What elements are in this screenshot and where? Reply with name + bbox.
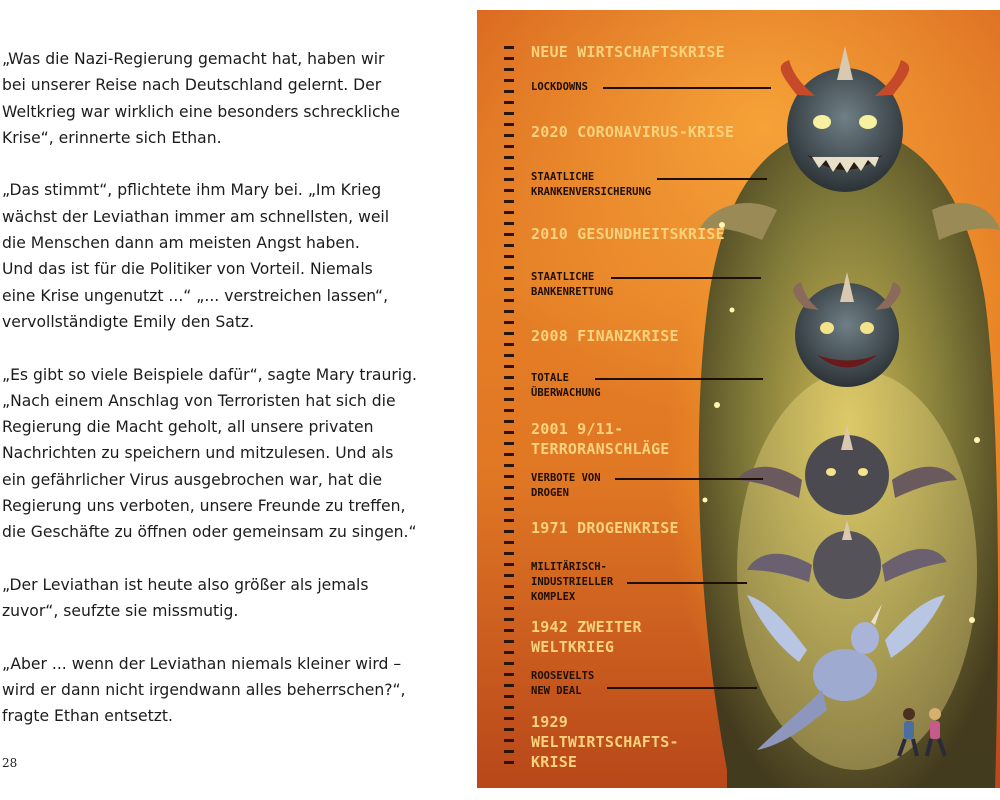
pointer-line (615, 478, 763, 480)
crisis-label: 2020 CORONAVIRUS-KRISE (531, 123, 735, 141)
paragraph: „Das stimmt“, pflichtete ihm Mary bei. „Im Krieg wächst der Leviathan immer am schnellsten, weil die Menschen dann am meisten Angst haben. Und das ist für die Politiker von Vorteil. Niemals eine Krise ungenutzt ...“ „... verstreichen lassen“, vervollständigte Emily den Satz. (2, 181, 390, 331)
leviathan-illustration (477, 10, 1000, 788)
pointer-line (657, 178, 767, 180)
measure-label: ROOSEVELTS NEW DEAL (531, 670, 595, 697)
paragraph: „Der Leviathan ist heute also größer als jemals zuvor“, seufzte sie missmutig. (2, 575, 369, 621)
pointer-line (607, 687, 757, 689)
crisis-label: 2010 GESUNDHEITSKRISE (531, 225, 725, 243)
measure-label: STAATLICHE KRANKENVERSICHERUNG (531, 171, 652, 198)
crisis-label: NEUE WIRTSCHAFTSKRISE (531, 43, 725, 61)
pointer-line (603, 87, 771, 89)
pointer-line (611, 277, 761, 279)
page-number: 28 (2, 756, 18, 770)
crisis-label: 2001 9/11- TERRORANSCHLÄGE (531, 420, 670, 458)
crisis-label: 2008 FINANZKRISE (531, 327, 679, 345)
pointer-line (627, 582, 747, 584)
measure-label: VERBOTE VON DROGEN (531, 472, 601, 499)
timeline-ruler (504, 46, 514, 768)
measure-label: LOCKDOWNS (531, 81, 588, 93)
crisis-label: 1971 DROGENKRISE (531, 519, 679, 537)
measure-label: MILITÄRISCH- INDUSTRIELLER KOMPLEX (531, 561, 614, 603)
paragraph: „Es gibt so viele Beispiele dafür“, sagte Mary traurig. „Nach einem Anschlag von Terroristen hat sich die Regierung die Macht geholt, all unsere privaten Nachrichten zu speichern und mitzulesen. Und als ein gefährlicher Virus ausgebrochen war, hat die Regierung uns verboten, unsere Freunde zu treffen, die Geschäfte zu öffnen oder gemeinsam zu singen.“ (2, 365, 417, 542)
story-text (2, 46, 452, 756)
leviathan-head-4 (813, 531, 881, 599)
crisis-label: 1942 ZWEITER WELTKRIEG (531, 618, 642, 656)
pointer-line (595, 378, 763, 380)
paragraph: „Aber ... wenn der Leviathan niemals kleiner wird – wird er dann nicht irgendwann alles beherrschen?“, fragte Ethan entsetzt. (2, 654, 406, 726)
crisis-label: 1929 WELTWIRTSCHAFTS- KRISE (531, 713, 679, 771)
measure-label: STAATLICHE BANKENRETTUNG (531, 271, 614, 298)
children-icon (895, 704, 953, 764)
paragraph: „Was die Nazi-Regierung gemacht hat, haben wir bei unserer Reise nach Deutschland gelernt. Der Weltkrieg war wirklich eine besonders schreckliche Krise“, erinnerte sich Ethan. (2, 50, 400, 147)
measure-label: TOTALE ÜBERWACHUNG (531, 372, 601, 399)
